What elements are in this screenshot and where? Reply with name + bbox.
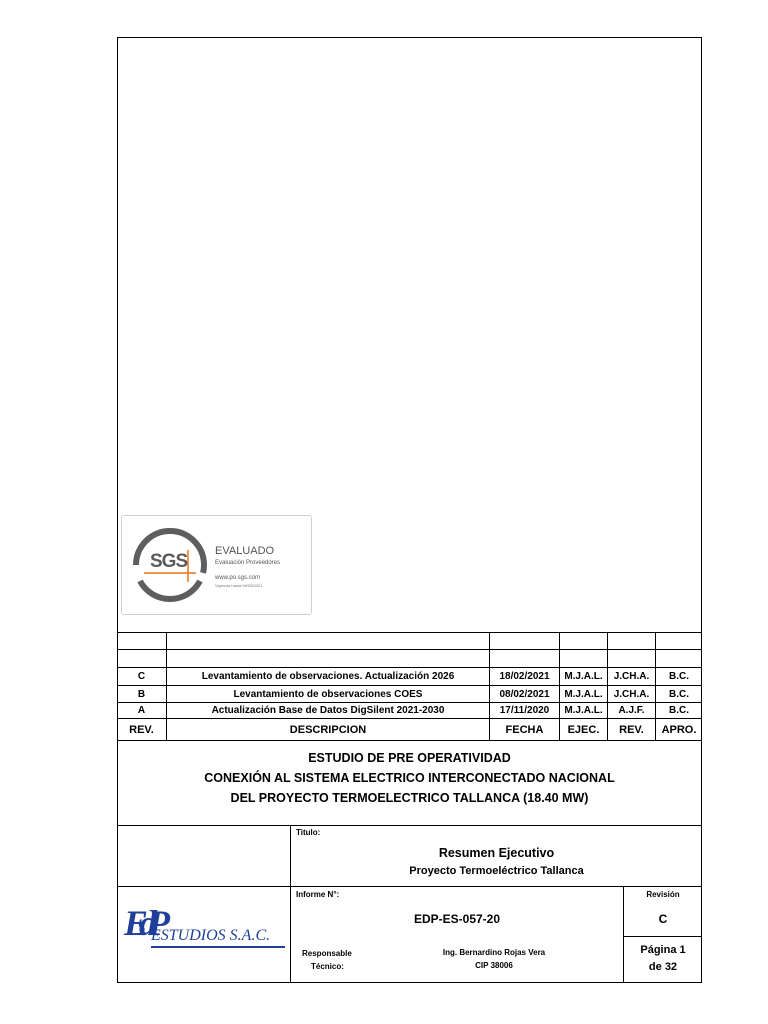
sgs-subtitle: Evaluación Proveedores [215, 560, 281, 566]
document-frame [117, 37, 702, 983]
study-title-line1: ESTUDIO DE PRE OPERATIVIDAD [308, 751, 511, 765]
approver-cell: B.C. [669, 671, 689, 682]
company-logo-underline [151, 946, 285, 948]
informe-number: EDP-ES-057-20 [413, 912, 501, 926]
rev-cell: A [137, 705, 146, 716]
date-cell: 17/11/2020 [499, 705, 550, 716]
header-fecha: FECHA [505, 723, 544, 736]
description-cell: Actualización Base de Datos DigSilent 2021-2030 [211, 705, 445, 716]
reviewer-cell: A.J.F. [618, 705, 645, 716]
company-name: ESTUDIOS S.A.C. [151, 927, 271, 944]
date-cell: 18/02/2021 [499, 671, 550, 682]
page-total: de 32 [648, 961, 678, 973]
page-number: Página 1 [640, 944, 686, 956]
header-ejec: EJEC. [567, 723, 600, 736]
study-title-line2: CONEXIÓN AL SISTEMA ELECTRICO INTERCONECTADO NACIONAL [204, 771, 615, 785]
description-cell: Levantamiento de observaciones. Actualización 2026 [201, 671, 455, 682]
sgs-badge [121, 515, 312, 615]
revision-value: C [658, 912, 668, 926]
ejec-cell: M.J.A.L. [564, 705, 603, 716]
header-descripcion: DESCRIPCION [289, 723, 367, 736]
titulo-label: Titulo: [296, 828, 321, 837]
titulo-sub: Proyecto Termoeléctrico Tallanca [409, 865, 584, 877]
header-apro: APRO. [661, 723, 697, 736]
approver-cell: B.C. [669, 705, 689, 716]
approver-cell: B.C. [669, 688, 689, 700]
sgs-website: www.po.sgs.com [215, 575, 261, 581]
revision-label: Revisión [646, 890, 680, 899]
date-cell: 08/02/2021 [499, 688, 550, 700]
study-title [118, 748, 701, 808]
reviewer-cell: J.CH.A. [613, 671, 650, 682]
header-rev: REV. [129, 723, 154, 736]
rev-cell: B [137, 688, 146, 700]
description-cell: Levantamiento de observaciones COES [233, 688, 423, 700]
sgs-status: EVALUADO [215, 545, 275, 557]
sgs-logo-text: SGS [150, 551, 188, 572]
reviewer-cell: J.CH.A. [613, 688, 650, 700]
titulo-main: Resumen Ejecutivo [438, 846, 555, 860]
ejec-cell: M.J.A.L. [564, 688, 603, 700]
company-logo-letters: EdP [124, 903, 162, 943]
responsable-name: Ing. Bernardino Rojas Vera [442, 948, 546, 957]
responsable-cip: CIP 38006 [475, 961, 513, 970]
tecnico-label: Técnico: [311, 962, 344, 971]
informe-label: Informe N°: [296, 890, 340, 899]
sgs-fine-print: Vigencia hasta 08/03/2021 [215, 583, 263, 588]
study-title-line3: DEL PROYECTO TERMOELECTRICO TALLANCA (18.40 MW) [230, 791, 589, 805]
rev-cell: C [137, 671, 146, 682]
responsable-label: Responsable [302, 949, 352, 958]
header-rev-check: REV. [619, 723, 644, 736]
ejec-cell: M.J.A.L. [564, 671, 603, 682]
